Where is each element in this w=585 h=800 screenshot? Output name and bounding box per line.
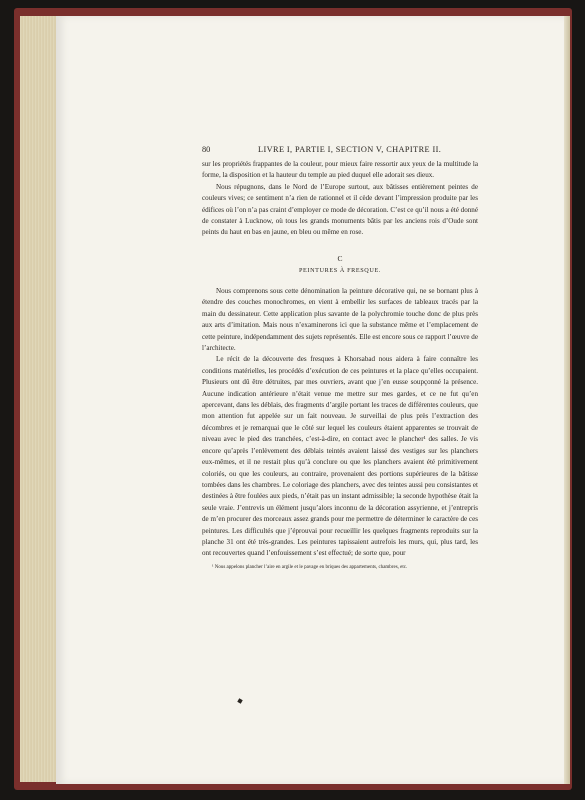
body-text-top: [202, 159, 478, 239]
running-title: LIVRE I, PARTIE I, SECTION V, CHAPITRE II.: [258, 145, 442, 154]
body-text-main: [202, 286, 478, 560]
paragraph: Le récit de la découverte des fresques à Khorsabad nous aidera à faire connaître les conditions matérielles, les procédés d’exécution de ces peintures et la place qu’elles occupaient. Plusieurs ont dû être détruites, par mes ouvriers, avant que j’en eusse soupçonné la présence. Aucune indication antérieure n’était venue me mettre sur mes gardes, et ce ne fut qu’en apercevant, dans les déblais, des fragments d’argile portant les traces de différentes couleurs, que mon attention fut appelée sur un fait nouveau. Je surveillai de plus près l’extraction des décombres et je remarquai que le côté sur lequel les couleurs étaient apparentes se trouvait de niveau avec le pied des tranchées, c’est-à-dire, en contact avec le plancher¹ des salles. Je vis encore qu’après l’enlèvement des déblais teintés avaient laissé des vestiges sur les planchers eux-mêmes, et il ne restait plus qu’à conclure ou que les planchers avaient été primitivement coloriés, ou que les couleurs, au contraire, provenaient des portions supérieures de la bâtisse tombées dans les chambres. Le coloriage des planchers, avec des teintes aussi peu consistantes et destinées à être foulées aux pieds, n’était pas un instant admissible; la seconde hypothèse était la seule vraie. J’entrevis un élément jusqu’alors inconnu de la décoration assyrienne, et j’entrepris de m’en procurer des morceaux assez grands pour me permettre de déterminer le caractère de ces peintures. Les difficultés que j’éprouvai pour recueillir les quelques fragments reproduits sur la planche 31 ont été très-grandes. Les peintures tapissaient autrefois les murs, qui, plus tard, les ont recouvertes quand l’enfouissement s’est effectué; de sorte que, pour: [202, 355, 478, 558]
section-letter: C: [337, 254, 343, 263]
page-edges: [20, 16, 57, 782]
page-right-edge: [564, 16, 570, 784]
page-number: 80: [202, 145, 211, 154]
footnote: ¹ Nous appelons plancher l’aire en argile et le pavage en briques des appartements, chambres, etc.: [212, 565, 408, 570]
paragraph: Nous comprenons sous cette dénomination la peinture décorative qui, ne se bornant plus à étendre des couches monochromes, en vient à embellir les surfaces de tableaux tracés par la main du dessinateur. Cette application plus savante de la polychromie touche donc de plus près aux arts d’imitation. Mais nous n’examinerons ici que la substance même et l’emplacement de cette peinture, indépendamment des sujets représentés. Elle est encore sous ce rapport l’œuvre de l’architecte.: [202, 287, 478, 353]
section-title: PEINTURES À FRESQUE.: [299, 267, 381, 274]
paragraph: sur les propriétés frappantes de la couleur, pour mieux faire ressortir aux yeux de la multitude la forme, la disposition et la hauteur du temple au pied duquel elle adorait ses dieux.: [202, 160, 478, 180]
paragraph: Nous répugnons, dans le Nord de l’Europe surtout, aux bâtisses entièrement peintes de couleurs vives; ce sentiment n’a rien de rationnel et il cède devant l’impression produite par les édifices où l’on n’a pas craint d’employer ce mode de décoration. C’est ce qu’il nous a été donné de constater à Lucknow, où tous les grands monuments bâtis par les anciens rois d’Oude sont peints du haut en bas en jaune, en bleu ou même en rose.: [202, 182, 478, 237]
